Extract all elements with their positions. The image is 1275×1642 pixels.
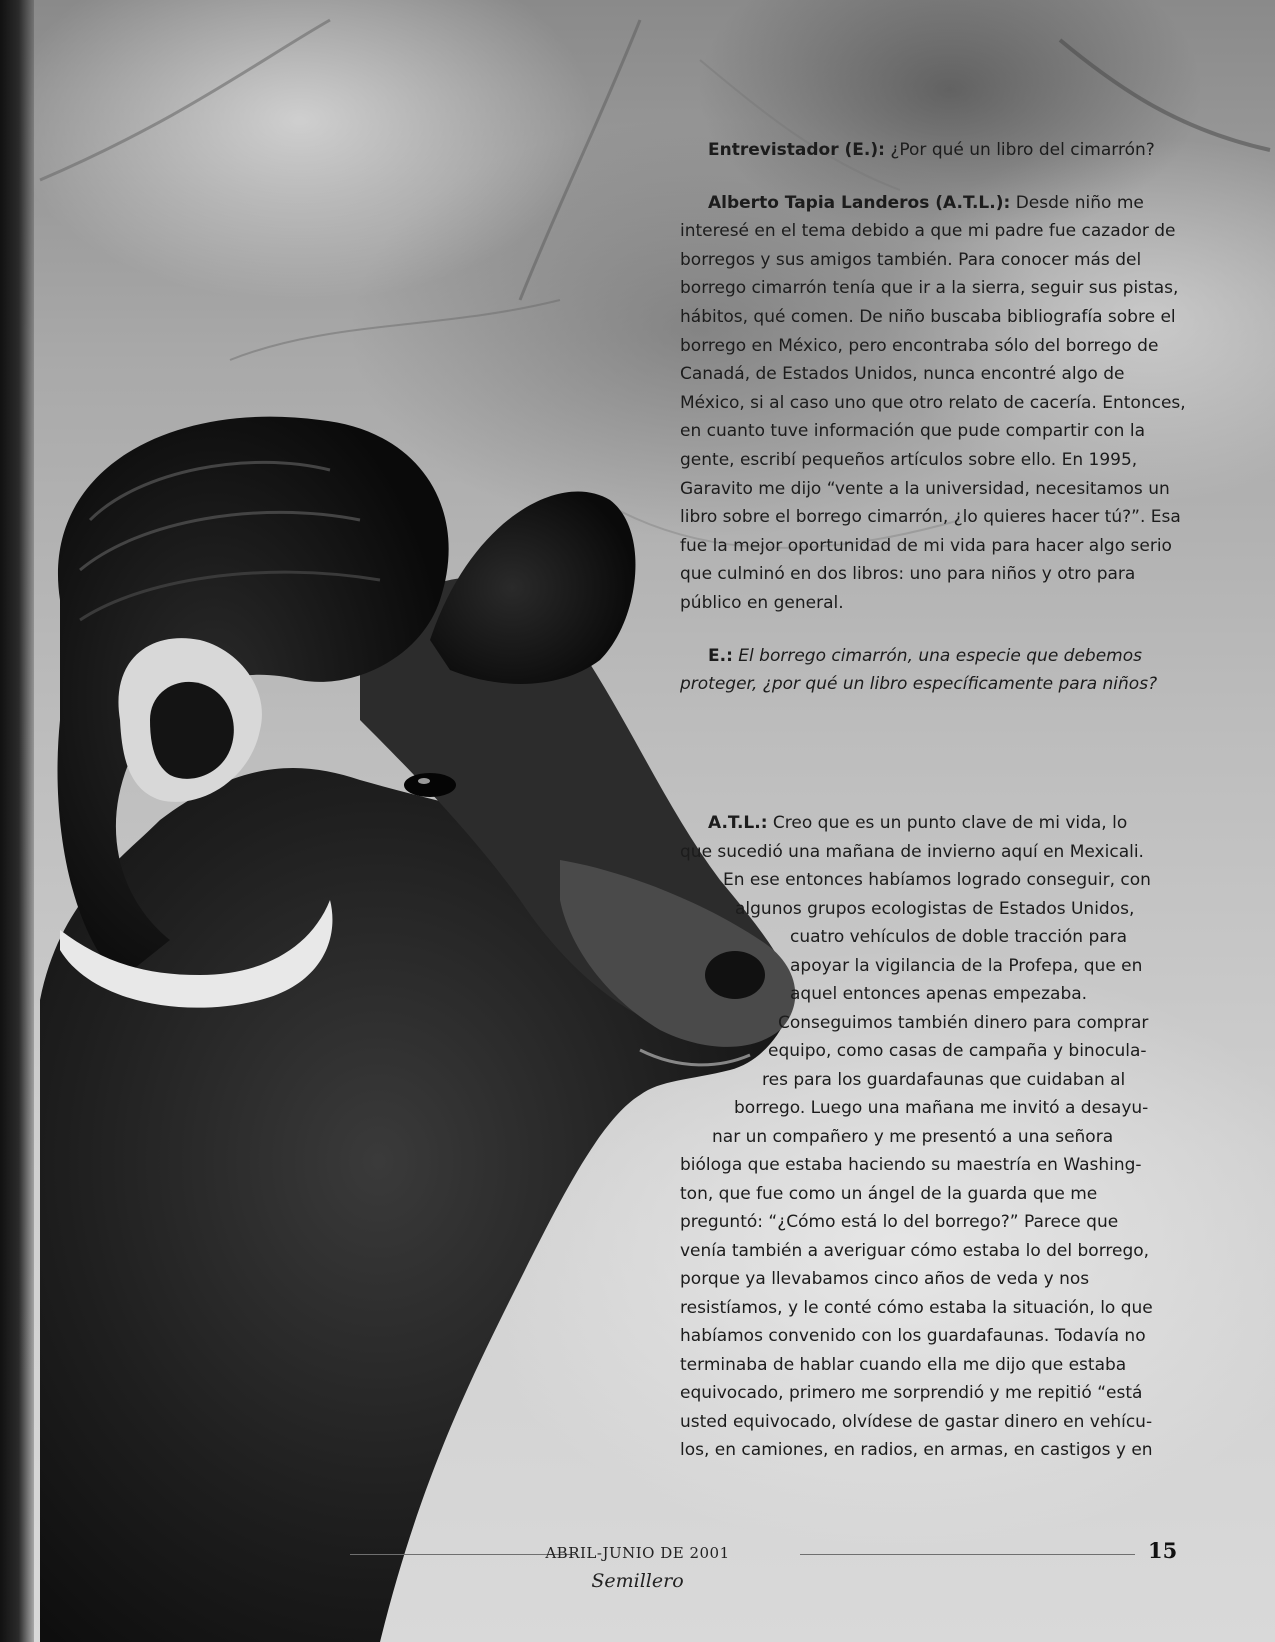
text-line: aquel entonces apenas empezaba. [790,984,1088,1004]
paragraph-text: Desde niño me interesé en el tema debido a que mi padre fue cazador de borregos y sus amigos también. Para conocer más del borrego cimarrón tenía que ir a la sierra, seguir sus pistas, hábitos, qué comen. De niño buscaba bibliografía sobre el borrego en México, pero encontraba sólo del borrego de Canadá, de Estados Unidos, nunca encontré algo de México, si al caso uno que otro relato de cacería. Entonces, en cuanto tuve información que pude compartir con la gente, escribí pequeños artículos sobre ello. En 1995, Garavito me dijo “vente a la universidad, necesitamos un libro sobre el borrego cimarrón, ¿lo quieres hacer tú?”. Esa fue la mejor oportunidad de mi vida para hacer algo serio que culminó en dos libros: uno para niños y otro para público en general. [680,192,1186,613]
magazine-title: Semillero [591,1570,684,1592]
speaker-label: E.: [708,645,733,666]
text-line: porque ya llevabamos cinco años de veda y nos [680,1269,1090,1289]
text-line: borrego. Luego una mañana me invitó a desayu- [734,1098,1149,1118]
text-line: equipo, como casas de campaña y binocula- [768,1041,1147,1061]
text-line: que sucedió una mañana de invierno aquí en Mexicali. [680,842,1144,862]
text-line: venía también a averiguar cómo estaba lo del borrego, [680,1241,1150,1261]
paragraph-text: ¿Por qué un libro del cimarrón? [884,140,1155,160]
interview-article [680,136,1190,723]
text-line: res para los guardafaunas que cuidaban al [762,1070,1126,1090]
text-line: bióloga que estaba haciendo su maestría en Washing- [680,1155,1142,1175]
page-number: 15 [1148,1538,1178,1563]
text-line: nar un compañero y me presentó a una señora [712,1127,1114,1147]
text-line: equivocado, primero me sorprendió y me repitió “está [680,1383,1143,1403]
text-line: Conseguimos también dinero para comprar [778,1013,1149,1033]
speaker-label: A.T.L.: [708,813,768,833]
paragraph-text: El borrego cimarrón, una especie que debemos proteger, ¿por qué un libro específicamente para niños? [680,645,1158,695]
text-line: algunos grupos ecologistas de Estados Unidos, [735,899,1135,919]
text-line: preguntó: “¿Cómo está lo del borrego?” Parece que [680,1212,1119,1232]
speaker-label: Alberto Tapia Landeros (A.T.L.): [708,192,1011,213]
speaker-label: Entrevistador (E.): [708,140,885,160]
text-line: usted equivocado, olvídese de gastar dinero en vehícu- [680,1412,1153,1432]
issue-date: ABRIL-JUNIO DE 2001 [545,1544,730,1562]
text-line: ton, que fue como un ángel de la guarda que me [680,1184,1098,1204]
text-line: apoyar la vigilancia de la Profepa, que en [790,956,1143,976]
answer-paragraph-1 [680,189,1190,618]
text-line: En ese entonces habíamos logrado conseguir, con [723,870,1151,890]
text-line: A.T.L.: Creo que es un punto clave de mi vida, lo [708,813,1128,833]
text-line: cuatro vehículos de doble tracción para [790,927,1128,947]
text-line: habíamos convenido con los guardafaunas. Todavía no [680,1326,1146,1346]
text-line: resistíamos, y le conté cómo estaba la situación, lo que [680,1298,1153,1318]
text-line: terminaba de hablar cuando ella me dijo que estaba [680,1355,1127,1375]
text-line: los, en camiones, en radios, en armas, en castigos y en [680,1440,1153,1460]
question-paragraph-1 [680,136,1190,165]
question-paragraph-2 [680,642,1190,699]
